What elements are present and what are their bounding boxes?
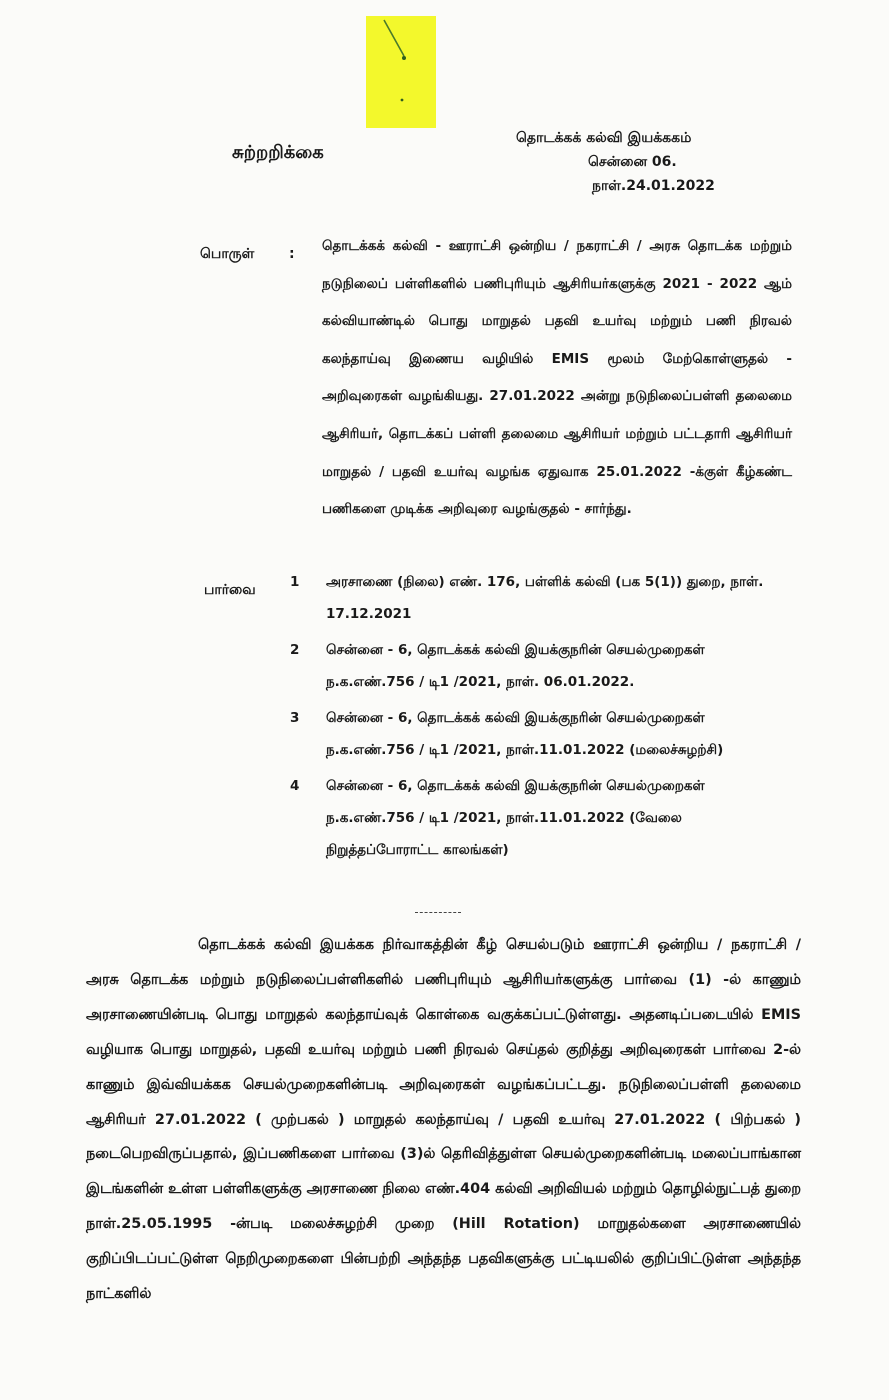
office-name: தொடக்கக் கல்வி இயக்ககம் [516,130,692,146]
reference-number: 3 [290,710,300,726]
reference-item [290,634,790,698]
reference-text: சென்னை - 6, தொடக்கக் கல்வி இயக்குநரின் செயல்முறைகள் ந.க.எண்.756 / டி1 /2021, நாள்.11.01.2022 (மலைச்சுழற்சி) [326,710,724,758]
circular-title: சுற்றறிக்கை [232,142,324,163]
reference-text: அரசாணை (நிலை) எண். 176, பள்ளிக் கல்வி (பக 5(1)) துறை, நாள். 17.12.2021 [326,574,764,622]
reference-number: 1 [290,574,300,590]
reference-text: சென்னை - 6, தொடக்கக் கல்வி இயக்குநரின் செயல்முறைகள் ந.க.எண்.756 / டி1 /2021, நாள்.11.01.2022 (வேலை நிறுத்தப்போராட்ட காலங்கள்) [326,778,705,858]
office-address-block [516,126,715,198]
subject-colon: : [289,246,295,262]
reference-number: 2 [290,642,300,658]
subject-text: தொடக்கக் கல்வி - ஊராட்சி ஒன்றிய / நகராட்சி / அரசு தொடக்க மற்றும் நடுநிலைப் பள்ளிகளில் பணிபுரியும் ஆசிரியர்களுக்கு 2021 - 2022 ஆம் கல்வியாண்டில் பொது மாறுதல் பதவி உயர்வு மற்றும் பணி நிரவல் கலந்தாய்வு இணைய வழியில் EMIS மூலம் மேற்கொள்ளுதல் - அறிவுரைகள் வழங்கியது. 27.01.2022 அன்று நடுநிலைப்பள்ளி தலைமை ஆசிரியர், தொடக்கப் பள்ளி தலைமை ஆசிரியர் மற்றும் பட்டதாரி ஆசிரியர் மாறுதல் / பதவி உயர்வு வழங்க ஏதுவாக 25.01.2022 -க்குள் கீழ்கண்ட பணிகளை முடிக்க அறிவுரை வழங்குதல் - சார்ந்து. [322,238,792,518]
references-label: பார்வை [204,582,256,598]
pen-stroke-icon [372,16,432,126]
subject-label: பொருள் [200,246,255,262]
body-paragraph: தொடக்கக் கல்வி இயக்கக நிர்வாகத்தின் கீழ் செயல்படும் ஊராட்சி ஒன்றிய / நகராட்சி / அரசு தொடக்க மற்றும் நடுநிலைப்பள்ளிகளில் பணிபுரியும் ஆசிரியர்களுக்கு பார்வை (1) -ல் காணும் அரசாணையின்படி பொது மாறுதல் கலந்தாய்வுக் கொள்கை வகுக்கப்பட்டுள்ளது. அதனடிப்படையில் EMIS வழியாக பொது மாறுதல், பதவி உயர்வு மற்றும் பணி நிரவல் செய்தல் குறித்து அறிவுரைகள் பார்வை 2-ல் காணும் இவ்வியக்கக செயல்முறைகளின்படி அறிவுரைகள் வழங்கப்பட்டது. நடுநிலைப்பள்ளி தலைமை ஆசிரியர் 27.01.2022 ( முற்பகல் ) மாறுதல் கலந்தாய்வு / பதவி உயர்வு 27.01.2022 ( பிற்பகல் ) நடைபெறவிருப்பதால், இப்பணிகளை பார்வை (3)ல் தெரிவித்துள்ள செயல்முறைகளின்படி மலைப்பாங்கான இடங்களின் உள்ள பள்ளிகளுக்கு அரசாணை நிலை எண்.404 கல்வி அறிவியல் மற்றும் தொழில்நுட்பத் துறை நாள்.25.05.1995 -ன்படி மலைச்சுழற்சி முறை (Hill Rotation) மாறுதல்களை அரசாணையில் குறிப்பிடப்பட்டுள்ள நெறிமுறைகளை பின்பற்றி அந்தந்த பதவிகளுக்கு பட்டியலில் குறிப்பிட்டுள்ள அந்தந்த நாட்களில் [86,937,801,1303]
reference-item [290,566,790,630]
reference-item [290,702,790,766]
office-date: நாள்.24.01.2022 [592,178,715,194]
office-city: சென்னை 06. [588,154,677,170]
reference-item [290,770,790,866]
section-divider [415,912,461,913]
reference-text: சென்னை - 6, தொடக்கக் கல்வி இயக்குநரின் செயல்முறைகள் ந.க.எண்.756 / டி1 /2021, நாள். 06.01.2022. [326,642,705,690]
references-list [290,566,790,866]
reference-number: 4 [290,778,300,794]
